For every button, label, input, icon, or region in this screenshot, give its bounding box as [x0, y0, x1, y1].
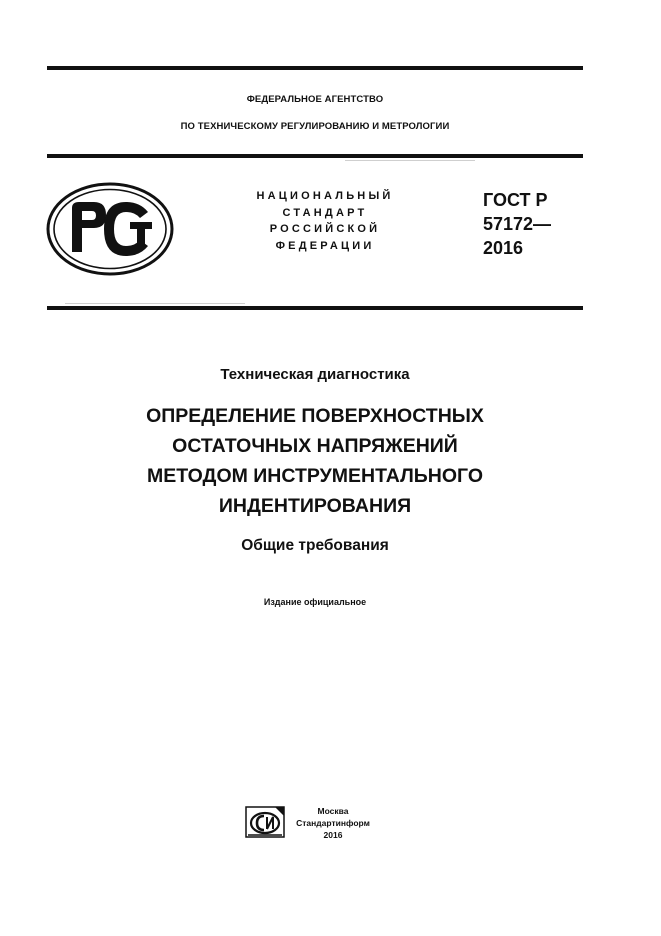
title-line: ОСТАТОЧНЫХ НАПРЯЖЕНИЙ [172, 435, 458, 457]
middle-rule [47, 154, 583, 158]
document-subtitle: Общие требования [241, 537, 389, 554]
print-artifact [65, 303, 245, 304]
agency-name-line-1: ФЕДЕРАЛЬНОЕ АГЕНТСТВО [246, 94, 384, 105]
bottom-rule [47, 306, 583, 310]
title-line: ОПРЕДЕЛЕНИЕ ПОВЕРХНОСТНЫХ [146, 405, 484, 427]
top-rule [47, 66, 583, 70]
document-title [47, 401, 583, 521]
gost-prefix: ГОСТ Р [483, 190, 548, 210]
national-line: ФЕДЕРАЦИИ [275, 239, 375, 252]
national-line: СТАНДАРТ [282, 206, 368, 219]
gost-number: 57172— [483, 214, 552, 234]
title-line: МЕТОДОМ ИНСТРУМЕНТАЛЬНОГО [146, 465, 484, 487]
standartinform-logo-icon [245, 806, 285, 838]
publisher-name: Стандартинформ [296, 818, 370, 828]
national-line: РОССИЙСКОЙ [269, 223, 381, 235]
gost-rst-emblem-icon [46, 182, 174, 276]
publisher-city: Москва [317, 806, 349, 816]
title-line: ИНДЕНТИРОВАНИЯ [218, 495, 412, 517]
gost-designation [483, 188, 551, 260]
print-artifact [345, 160, 475, 161]
publisher-imprint [292, 805, 374, 841]
national-line: НАЦИОНАЛЬНЫЙ [256, 190, 394, 202]
agency-name-line-2: ПО ТЕХНИЧЕСКОМУ РЕГУЛИРОВАНИЮ И МЕТРОЛОГИИ [180, 121, 450, 132]
series-title: Техническая диагностика [220, 366, 410, 383]
edition-label: Издание официальное [263, 597, 367, 607]
publisher-year: 2016 [323, 830, 343, 840]
national-standard-label [230, 188, 420, 254]
gost-year: 2016 [483, 238, 524, 258]
